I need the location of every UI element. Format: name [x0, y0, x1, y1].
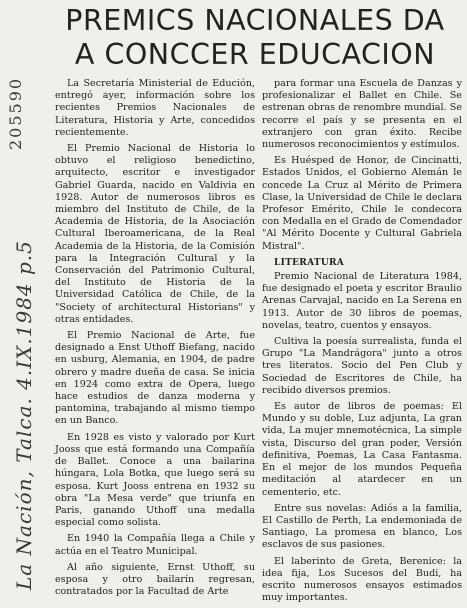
headline-line-1: PREMICS NACIONALES DA — [65, 4, 445, 37]
paragraph: Es autor de libros de poemas: El Mundo y su doble, Luz adjunta, La gran vida, La mujer mnemotécnica, La simple vista, Discurso del gran poder, Versión definitiva, Poemas, La Casa Fantasma. En el mejor de los mundos Pequeña meditación al atardecer en un cementerio, etc. — [262, 401, 462, 498]
paragraph: El laberinto de Greta, Berenice: la idea fija, Los Sucesos del Budi, ha escrito numerosos ensayos estimados muy importantes. — [262, 555, 462, 604]
paragraph: Es Huésped de Honor, de Cincinatti, Estados Unidos, el Gobierno Alemán le concede La Cruz al Mérito de Primera Clase, la Universidad de Chile le declara Profesor Emérito, Chile le condecora con Medalla en el Grado de Comendador "Al Mérito Docente y Cultural Gabriela Mistral". — [262, 155, 462, 252]
paragraph: para formar una Escuela de Danzas y profesionalizar el Ballet en Chile. Se estrenan obras de renombre mundial. Se recorre el país y se presenta en el extranjero con gran éxito. Recibe numerosos reconocimientos y estímulos. — [262, 78, 462, 151]
catalog-number: 205590 — [6, 76, 25, 150]
paragraph: El Premio Nacional de Arte, fue designado a Enst Uthoff Biefang, nacido en usburg, Alemania, en 1904, de padre obrero y madre dueña de casa. Se inicia en 1924 como extra de Opera, luego hace estudios de danza moderna y pantomina, trabajando al mismo tiempo en un Banco. — [55, 330, 255, 427]
headline — [50, 4, 460, 72]
right-column — [262, 78, 462, 608]
headline-line-2: A CONCCER EDUCACION — [74, 38, 436, 71]
paragraph: La Secretaría Ministerial de Edución, entregó ayer, información sobre los recientes Premios Nacionales de Literatura, Historia y Arte, concedidos recientemente. — [55, 78, 255, 138]
paragraph: En 1940 la Compañía llega a Chile y actúa en el Teatro Municipal. — [55, 533, 255, 557]
paragraph: Cultiva la poesía surrealista, funda el Grupo "La Mandrágora" junto a otros tres literatos. Socio del Pen Club y Sociedad de Escritores de Chile, ha recibido diversos premios. — [262, 336, 462, 396]
section-subhead: LITERATURA — [274, 257, 345, 268]
paragraph: En 1928 es visto y valorado por Kurt Jooss que está formando una Compañía de Ballet. Conoce a una bailarina húngara, Lola Botka, que luego será su esposa. Kurt Jooss entrena en 1932 su obra "La Mesa verde" que triunfa en Paris, ganando Uthoff una medalla especial como solista. — [55, 431, 255, 529]
left-column — [55, 78, 255, 602]
paragraph: Entre sus novelas: Adiós a la familia, El Castillo de Perth, La endemoniada de Santiago, La promesa en blanco, Los esclavos de sus pasiones. — [262, 502, 462, 551]
paragraph: Premio Nacional de Literatura 1984, fue designado el poeta y escritor Braulio Arenas Carvajal, nacido en La Serena en 1913. Autor de 30 libros de poemas, novelas, teatro, cuentos y ensayos. — [262, 271, 462, 331]
handwritten-source-note: La Nación, Talca. 4.IX.1984 p.5 — [12, 240, 36, 590]
paragraph: Al año siguiente, Ernst Uthoff, su esposa y otro bailarín regresan, contratados por la Facultad de Arte — [55, 561, 255, 598]
paragraph: El Premio Nacional de Historia lo obtuvo el religioso benedictino, arquitecto, escritor e investigador Gabriel Guarda, nacido en Valdivia en 1928. Autor de numerosos libros es miembro del Instituto de Chile, de la Academia de Historia, de la Asociación Cultural Iberoamericana, de la Real Academia de la Historia, de la Comisión para la Integración Cultural y la Conservación del Patrimonio Cultural, del Instituto de Historia de la Universidad Católica de Chile, de la "Society of architectural Historians" y otras entidades. — [55, 143, 255, 325]
